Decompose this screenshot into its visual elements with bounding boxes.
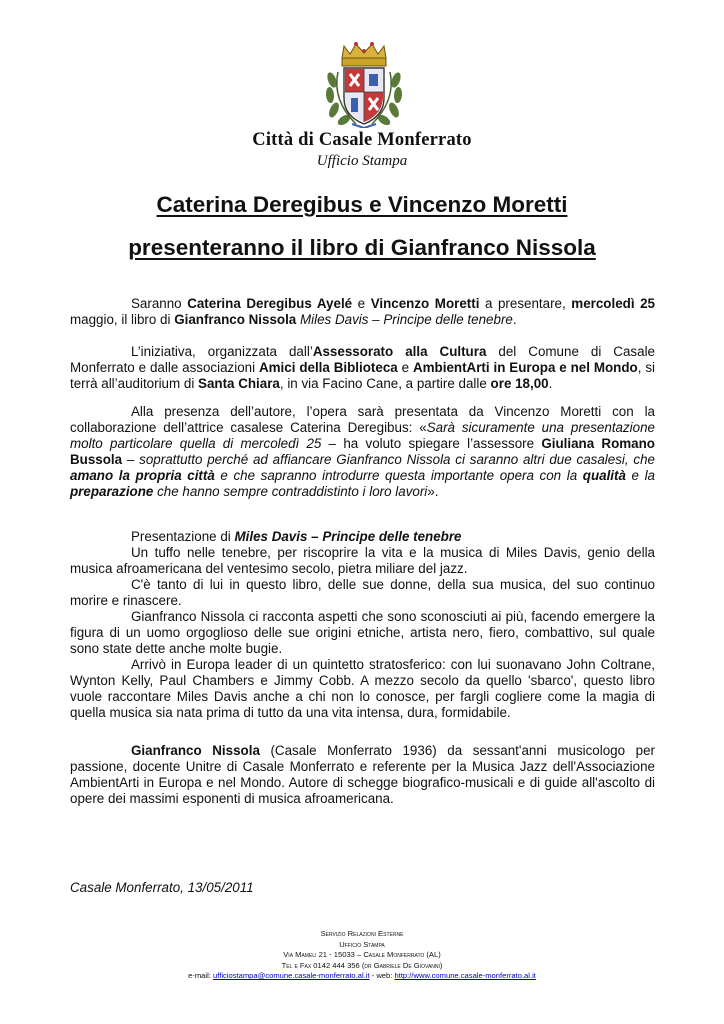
email-link[interactable]: ufficiostampa@comune.casale-monferrato.al.it	[213, 971, 370, 981]
presenter-name-2: Vincenzo Moretti	[370, 296, 480, 311]
presenter-name-1: Caterina Deregibus Ayelé	[187, 296, 353, 311]
footer-contact-block: Servizio Relazioni Esterne Ufficio Stampa Via Mameli 21 - 15033 – Casale Monferrato (AL) Tel e Fax 0142 444 356 (dr Gabriele De Giovanni) e-mail: ufficiostampa@comune.casale-monferrato.al.it - web: http://www.comune.casale-monferrato.al.it	[188, 929, 536, 981]
paragraph-event-details: L’iniziativa, organizzata dall’Assessorato alla Cultura del Comune di Casale Monferrato e dalle associazioni Amici della Biblioteca e AmbientArti in Europa e nel Mondo, si terrà all’auditorium di Santa Chiara, in via Facino Cane, a partire dalle ore 18,00.	[70, 344, 656, 391]
event-time: ore 18,00	[490, 376, 549, 391]
paragraph-quote: Alla presenza dell’autore, l’opera sarà presentata da Vincenzo Moretti con la collaborazione dell’attrice casalese Caterina Deregibus: «Sarà sicuramente una presentazione molto particolare quella di mercoledì 25 – ha voluto spiegare l’assessore Giuliana Romano Bussola – soprattutto perché ad affiancare Gianfranco Nissola ci saranno altri due casalesi, che amano la propria città e che sapranno introdurre questa importante opera con la qualità e la preparazione che hanno sempre contraddistinto i loro lavori».	[70, 404, 655, 499]
paragraph-intro: Saranno Caterina Deregibus Ayelé e Vincenzo Moretti a presentare, mercoledì 25 maggio, il libro di Gianfranco Nissola Miles Davis – Principe delle tenebre.	[70, 296, 655, 327]
place-and-date: Casale Monferrato, 13/05/2011	[70, 880, 254, 895]
paragraph-author-bio: Gianfranco Nissola (Casale Monferrato 1936) da sessant'anni musicologo per passione, docente Unitre di Casale Monferrato e referente per la Musica Jazz dell'Associazione AmbientArti in Europa e nel Mondo. Autore di schegge biografico-musicali e di guide all'ascolto di opere dei massimi esponenti di musica afroamericana.	[70, 743, 655, 806]
headline-line-2: presenteranno il libro di Gianfranco Nissola	[128, 235, 596, 260]
author-name: Gianfranco Nissola	[174, 312, 297, 327]
city-coat-of-arms-icon	[322, 40, 406, 128]
book-title: Miles Davis – Principe delle tenebre	[299, 312, 513, 327]
office-name: Ufficio Stampa	[316, 153, 408, 169]
city-name: Città di Casale Monferrato	[252, 130, 472, 150]
venue-name: Santa Chiara	[198, 376, 280, 391]
website-link[interactable]: http://www.comune.casale-monferrato.al.it	[394, 971, 536, 981]
paragraph-book-presentation: Presentazione di Miles Davis – Principe delle tenebre Un tuffo nelle tenebre, per riscoprire la vita e la musica di Miles Davis, genio della musica afroamericana del ventesimo secolo, pietra miliare del jazz. C'è tanto di lui in questo libro, delle sue donne, della sua musica, del suo continuo morire e rinascere. Gianfranco Nissola ci racconta aspetti che sono sconosciuti ai più, facendo emergere la figura di un uomo orgoglioso delle sue origini etniche, artista nero, fiero, combattivo, sul quale sono state dette anche molte bugie. Arrivò in Europa leader di un quintetto stratosferico: con lui suonavano John Coltrane, Wynton Kelly, Paul Chambers e Jimmy Cobb. A mezzo secolo da quello 'sbarco', questo libro vuole raccontare Miles Davis anche a chi non lo conosce, per fargli cogliere come la magia di quella musica sia nata prima di tutto da una vita intensa, dura, formidabile.	[70, 529, 655, 720]
book-title-heading: Miles Davis – Principe delle tenebre	[234, 529, 462, 544]
event-date: mercoledì 25	[571, 296, 655, 311]
headline-line-1: Caterina Deregibus e Vincenzo Moretti	[156, 192, 568, 217]
